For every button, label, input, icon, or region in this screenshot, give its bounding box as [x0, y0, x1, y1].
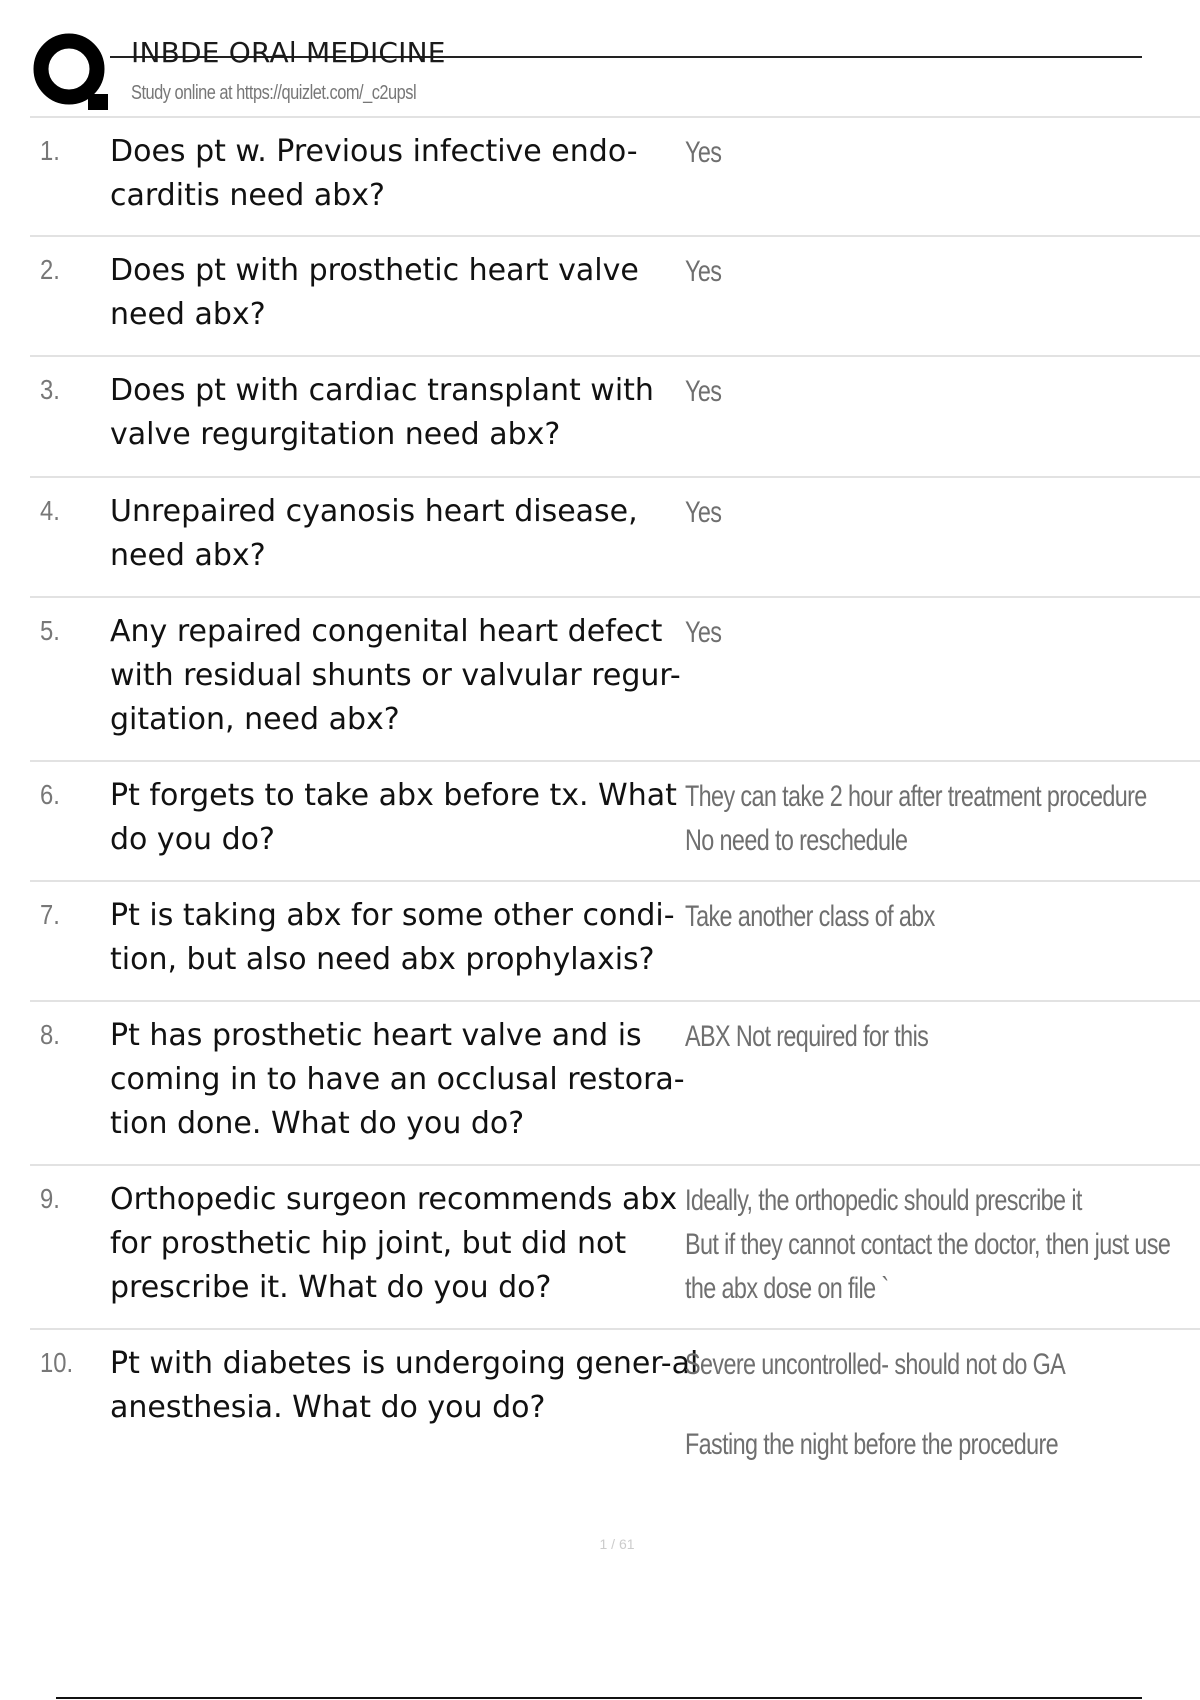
definition-line: Yes	[685, 496, 722, 529]
card-number: 8.	[40, 1019, 60, 1050]
definition-line: ABX Not required for this	[685, 1020, 929, 1053]
definition-line: Ideally, the orthopedic should prescribe it	[685, 1184, 1082, 1217]
flashcard-row	[30, 762, 1200, 882]
card-term: Does pt with prosthetic heart valve need abx?	[110, 253, 639, 332]
definition-line: Take another class of abx	[685, 900, 935, 933]
flashcard-row	[30, 1330, 1200, 1490]
card-definition	[685, 250, 1169, 294]
card-definition	[685, 611, 1169, 655]
card-definition	[685, 1179, 1169, 1311]
card-term: Unrepaired cyanosis heart disease, need abx?	[110, 494, 638, 573]
card-definition	[685, 131, 1169, 175]
card-term: Pt has prosthetic heart valve and is coming in to have an occlusal restora-tion done. What do you do?	[110, 1018, 685, 1141]
definition-line: the abx dose on file `	[685, 1272, 889, 1305]
card-term: Any repaired congenital heart defect with residual shunts or valvular regur-gitation, need abx?	[110, 614, 681, 737]
card-definition	[685, 775, 1169, 863]
card-number: 7.	[40, 899, 60, 930]
flashcard-row	[30, 478, 1200, 598]
card-number: 4.	[40, 495, 60, 526]
document-title: INBDE ORAl MEDICINE	[131, 36, 446, 69]
page-number: 1 / 61	[599, 1536, 635, 1552]
card-number: 10.	[40, 1347, 74, 1378]
card-number: 6.	[40, 779, 60, 810]
definition-line: They can take 2 hour after treatment procedure	[685, 780, 1147, 813]
card-number: 1.	[40, 135, 60, 166]
definition-line: Fasting the night before the procedure	[685, 1428, 1059, 1461]
card-term: Pt is taking abx for some other condi-tion, but also need abx prophylaxis?	[110, 898, 675, 977]
card-term: Orthopedic surgeon recommends abx for prosthetic hip joint, but did not prescribe it. What do you do?	[110, 1182, 678, 1305]
definition-line: Yes	[685, 375, 722, 408]
document-header	[0, 0, 1200, 118]
definition-line: No need to reschedule	[685, 824, 908, 857]
definition-line: Yes	[685, 255, 722, 288]
flashcard-row	[30, 237, 1200, 357]
flashcard-row	[30, 1002, 1200, 1166]
flashcard-row	[30, 357, 1200, 478]
card-number: 5.	[40, 615, 60, 646]
flashcard-list	[30, 118, 1200, 1490]
card-term: Pt forgets to take abx before tx. What do you do?	[110, 778, 677, 857]
flashcard-row	[30, 1166, 1200, 1330]
card-number: 9.	[40, 1183, 60, 1214]
footer-rule	[56, 1697, 1142, 1699]
card-term: Pt with diabetes is undergoing gener-al anesthesia. What do you do?	[110, 1346, 699, 1425]
definition-line: But if they cannot contact the doctor, then just use	[685, 1228, 1171, 1261]
card-definition	[685, 491, 1169, 535]
card-term: Does pt with cardiac transplant with valve regurgitation need abx?	[110, 373, 654, 452]
card-definition	[685, 1343, 1169, 1467]
flashcard-row	[30, 882, 1200, 1002]
flashcard-row	[30, 598, 1200, 762]
definition-line: Yes	[685, 616, 722, 649]
card-number: 2.	[40, 254, 60, 285]
card-definition	[685, 370, 1169, 414]
quizlet-logo-icon	[32, 32, 114, 114]
card-number: 3.	[40, 374, 60, 405]
card-definition	[685, 1015, 1169, 1059]
card-term: Does pt w. Previous infective endo-carditis need abx?	[110, 134, 638, 213]
flashcard-row	[30, 118, 1200, 237]
card-definition	[685, 895, 1169, 939]
document-subtitle: Study online at https://quizlet.com/_c2upsl	[131, 82, 417, 104]
definition-line: Yes	[685, 136, 722, 169]
definition-line: Severe uncontrolled- should not do GA	[685, 1348, 1066, 1381]
